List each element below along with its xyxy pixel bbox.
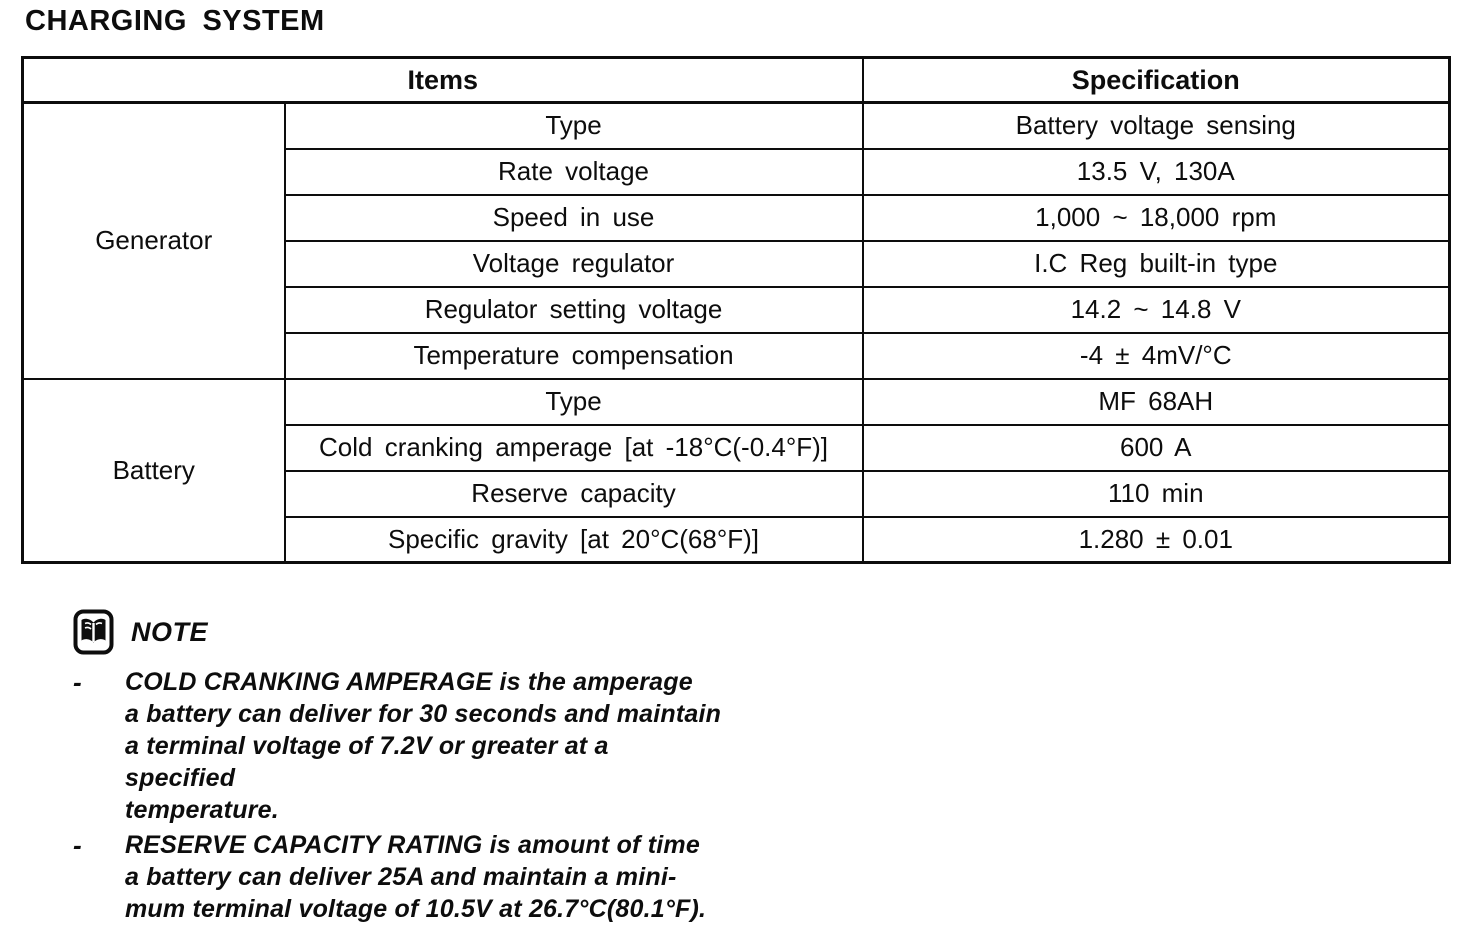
note-bullet-dash: - (73, 830, 82, 860)
item-cell: Reserve capacity (285, 471, 863, 517)
group-cell-generator: Generator (23, 103, 285, 379)
item-cell: Cold cranking amperage [at -18°C(-0.4°F)] (285, 425, 863, 471)
note-line: mum terminal voltage of 10.5V at 26.7°C(80.1°F). (125, 895, 707, 923)
open-book-icon (73, 609, 114, 655)
table-row (23, 103, 1450, 149)
spec-cell: 1,000 ~ 18,000 rpm (863, 195, 1450, 241)
spec-cell: 14.2 ~ 14.8 V (863, 287, 1450, 333)
note-label: NOTE (131, 616, 209, 647)
table-header-row (23, 58, 1450, 103)
spec-cell: 1.280 ± 0.01 (863, 517, 1450, 563)
specification-column-header: Specification (863, 58, 1450, 103)
note-line: RESERVE CAPACITY RATING is amount of time (125, 831, 700, 859)
item-cell: Rate voltage (285, 149, 863, 195)
item-cell: Temperature compensation (285, 333, 863, 379)
note-list (73, 666, 753, 925)
charging-system-spec-table (21, 56, 1451, 564)
items-column-header: Items (23, 58, 863, 103)
item-cell: Regulator setting voltage (285, 287, 863, 333)
spec-cell: I.C Reg built-in type (863, 241, 1450, 287)
note-line: a battery can deliver for 30 seconds and maintain (125, 700, 722, 728)
note-line: a terminal voltage of 7.2V or greater at a specified (125, 732, 609, 792)
spec-cell: Battery voltage sensing (863, 103, 1450, 149)
note-line: a battery can deliver 25A and maintain a mini- (125, 863, 677, 891)
group-cell-battery: Battery (23, 379, 285, 563)
note-item (73, 829, 753, 925)
note-bullet-dash: - (73, 667, 82, 697)
page-title: CHARGING SYSTEM (25, 5, 325, 37)
note-header (73, 609, 753, 655)
note-line: temperature. (125, 796, 279, 824)
item-cell: Type (285, 379, 863, 425)
spec-cell: 110 min (863, 471, 1450, 517)
spec-cell: -4 ± 4mV/°C (863, 333, 1450, 379)
note-item (73, 666, 753, 826)
spec-cell: 13.5 V, 130A (863, 149, 1450, 195)
spec-cell: 600 A (863, 425, 1450, 471)
item-cell: Type (285, 103, 863, 149)
note-text (125, 829, 725, 925)
item-cell: Voltage regulator (285, 241, 863, 287)
item-cell: Speed in use (285, 195, 863, 241)
item-cell: Specific gravity [at 20°C(68°F)] (285, 517, 863, 563)
note-text (125, 666, 725, 826)
spec-cell: MF 68AH (863, 379, 1450, 425)
note-section (73, 609, 753, 928)
note-line: COLD CRANKING AMPERAGE is the amperage (125, 668, 693, 696)
table-row (23, 379, 1450, 425)
